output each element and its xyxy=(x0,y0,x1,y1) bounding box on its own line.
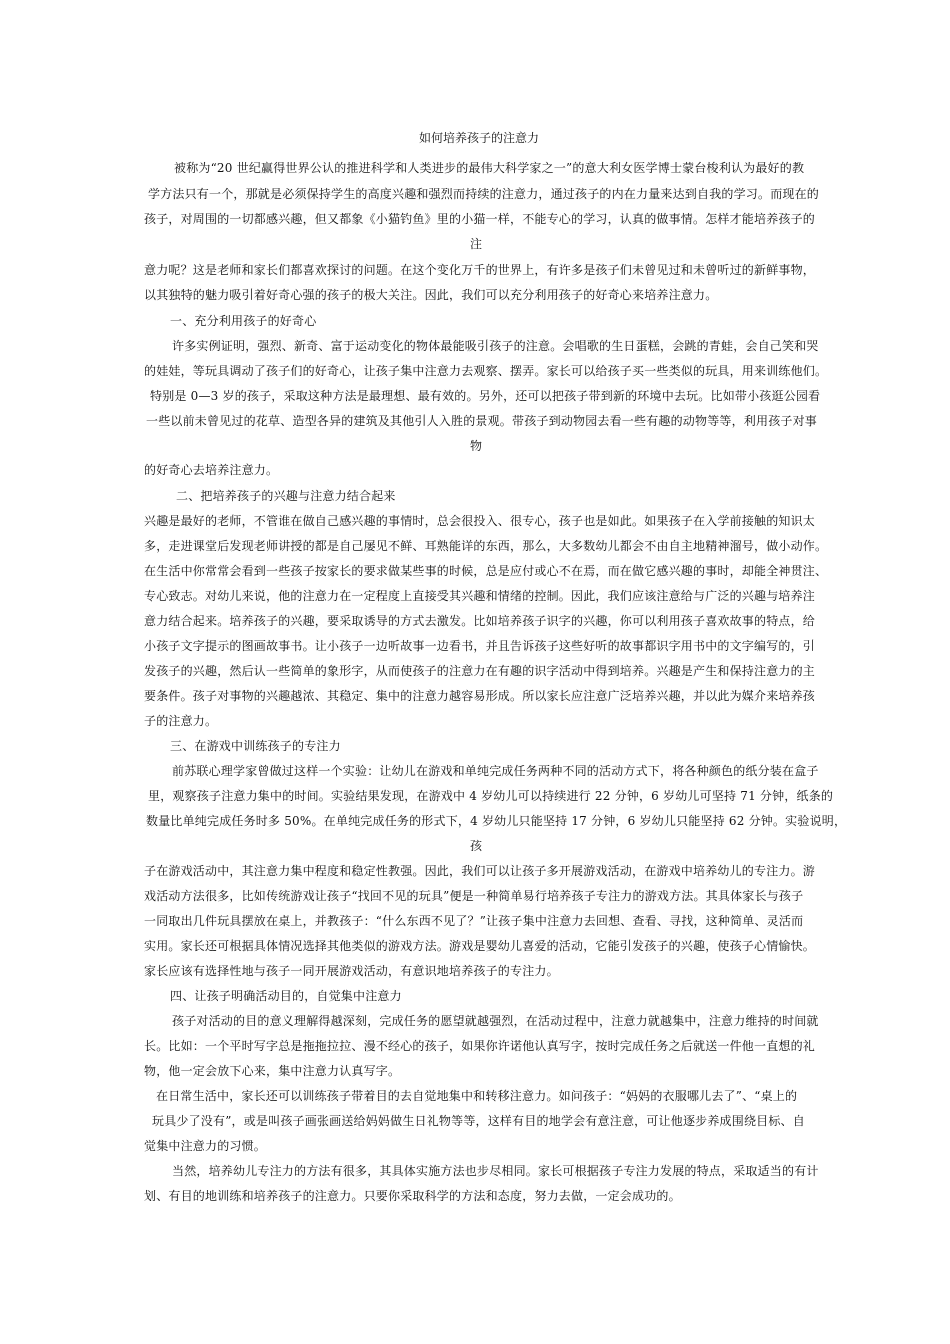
body-line: 一些以前未曾见过的花草、造型各异的建筑及其他引人入胜的景观。带孩子到动物园去看一些有趣的动物等等，利用孩子对事 xyxy=(146,414,818,428)
body-line: 的好奇心去培养注意力。 xyxy=(144,463,279,477)
body-line: 戏活动方法很多，比如传统游戏让孩子“找回不见的玩具”便是一种简单易行培养孩子专注力的游戏方法。其具体家长与孩子 xyxy=(144,889,804,903)
body-line: 数量比单纯完成任务时多 50%。在单纯完成任务的形式下，4 岁幼儿只能坚持 17 分钟，6 岁幼儿只能坚持 62 分钟。实验说明， xyxy=(146,814,847,828)
body-line: 家长应该有选择性地与孩子一同开展游戏活动，有意识地培养孩子的专注力。 xyxy=(144,964,559,978)
body-line: 兴趣是最好的老师，不管谁在做自己感兴趣的事情时，总会很投入、很专心，孩子也是如此。如果孩子在入学前接触的知识太 xyxy=(144,514,816,528)
body-line: 以其独特的魅力吸引着好奇心强的孩子的极大关注。因此，我们可以充分利用孩子的好奇心来培养注意力。 xyxy=(144,288,718,302)
body-line: 孩 xyxy=(470,839,483,853)
body-line: 的娃娃，等玩具调动了孩子们的好奇心，让孩子集中注意力去观察、摆弄。家长可以给孩子买一些类似的玩具，用来训练他们。 xyxy=(144,364,828,378)
body-line: 小孩子文字提示的图画故事书。让小孩子一边听故事一边看书，并且告诉孩子这些好听的故事都识字用书中的文字编写的，引 xyxy=(144,639,816,653)
body-line: 二、把培养孩子的兴趣与注意力结合起来 xyxy=(176,489,396,503)
body-line: 子的注意力。 xyxy=(144,714,218,728)
body-line: 孩子对活动的目的意义理解得越深刻，完成任务的愿望就越强烈，在活动过程中，注意力就越集中，注意力维持的时间就 xyxy=(172,1014,819,1028)
body-line: 在生活中你常常会看到一些孩子按家长的要求做某些事的时候，总是应付或心不在焉，而在做它感兴趣的事时，却能全神贯注、 xyxy=(144,564,828,578)
body-line: 注 xyxy=(470,237,483,251)
body-line: 物，他一定会放下心来，集中注意力认真写字。 xyxy=(144,1064,401,1078)
body-line: 玩具少了没有”，或是叫孩子画张画送给妈妈做生日礼物等等，这样有目的地学会有意注意，可让他逐步养成围绕目标、自 xyxy=(152,1114,805,1128)
body-line: 意力呢？这是老师和家长们都喜欢探讨的问题。在这个变化万千的世界上，有许多是孩子们未曾见过和未曾听过的新鲜事物， xyxy=(144,263,816,277)
body-line: 实用。家长还可根据具体情况选择其他类似的游戏方法。游戏是婴幼儿喜爱的活动，它能引发孩子的兴趣，使孩子心情愉快。 xyxy=(144,939,816,953)
body-line: 在日常生活中，家长还可以训练孩子带着目的去自觉地集中和转移注意力。如问孩子：“妈妈的衣服哪儿去了”、“桌上的 xyxy=(156,1089,798,1103)
body-line: 三、在游戏中训练孩子的专注力 xyxy=(170,739,341,753)
body-line: 特别是 0—3 岁的孩子，采取这种方法是最理想、最有效的。另外，还可以把孩子带到新的环境中去玩。比如带小孩逛公园看 xyxy=(150,389,821,403)
body-line: 意力结合起来。培养孩子的兴趣，要采取诱导的方式去激发。比如培养孩子识字的兴趣，你可以利用孩子喜欢故事的特点，给 xyxy=(144,614,816,628)
body-line: 觉集中注意力的习惯。 xyxy=(144,1139,267,1153)
body-line: 专心致志。对幼儿来说，他的注意力在一定程度上直接受其兴趣和情绪的控制。因此，我们应该注意给与广泛的兴趣与培养注 xyxy=(144,589,816,603)
body-line: 发孩子的兴趣，然后认一些简单的象形字，从而使孩子的注意力在有趣的识字活动中得到培养。兴趣是产生和保持注意力的主 xyxy=(144,664,816,678)
body-line: 孩子，对周围的一切都感兴趣，但又都象《小猫钓鱼》里的小猫一样，不能专心的学习，认真的做事情。怎样才能培养孩子的 xyxy=(144,212,816,226)
body-line: 物 xyxy=(470,439,483,453)
body-line: 一同取出几件玩具摆放在桌上，并教孩子：“什么东西不见了？”让孩子集中注意力去回想、查看、寻找，这种简单、灵活而 xyxy=(144,914,804,928)
body-line: 多，走进课堂后发现老师讲授的都是自己屡见不鲜、耳熟能详的东西，那么，大多数幼儿都会不由自主地精神溜号，做小动作。 xyxy=(144,539,828,553)
body-line: 学方法只有一个，那就是必须保持学生的高度兴趣和强烈而持续的注意力，通过孩子的内在力量来达到自我的学习。而现在的 xyxy=(148,187,820,201)
document-title: 如何培养孩子的注意力 xyxy=(418,131,539,145)
body-line: 许多实例证明，强烈、新奇、富于运动变化的物体最能吸引孩子的注意。会唱歌的生日蛋糕，会跳的青蛙，会自己笑和哭 xyxy=(172,339,819,353)
body-line: 被称为“20 世纪赢得世界公认的推进科学和人类进步的最伟大科学家之一”的意大利女医学博士蒙台梭利认为最好的教 xyxy=(174,161,805,175)
body-line: 子在游戏活动中，其注意力集中程度和稳定性教强。因此，我们可以让孩子多开展游戏活动，在游戏中培养幼儿的专注力。游 xyxy=(144,864,816,878)
body-line: 划、有目的地训练和培养孩子的注意力。只要你采取科学的方法和态度，努力去做，一定会成功的。 xyxy=(144,1189,681,1203)
body-line: 一、充分利用孩子的好奇心 xyxy=(170,314,317,328)
body-line: 要条件。孩子对事物的兴趣越浓、其稳定、集中的注意力越容易形成。所以家长应注意广泛培养兴趣，并以此为媒介来培养孩 xyxy=(144,689,816,703)
body-line: 前苏联心理学家曾做过这样一个实验：让幼儿在游戏和单纯完成任务两种不同的活动方式下，将各种颜色的纸分装在盒子 xyxy=(172,764,819,778)
body-line: 长。比如：一个平时写字总是拖拖拉拉、漫不经心的孩子，如果你许诺他认真写字，按时完成任务之后就送一件他一直想的礼 xyxy=(144,1039,816,1053)
body-line: 当然，培养幼儿专注力的方法有很多，其具体实施方法也步尽相同。家长可根据孩子专注力发展的特点，采取适当的有计 xyxy=(172,1164,819,1178)
body-line: 里，观察孩子注意力集中的时间。实验结果发现，在游戏中 4 岁幼儿可以持续进行 22 分钟，6 岁幼儿可坚持 71 分钟，纸条的 xyxy=(148,789,834,803)
body-line: 四、让孩子明确活动目的，自觉集中注意力 xyxy=(170,989,402,1003)
